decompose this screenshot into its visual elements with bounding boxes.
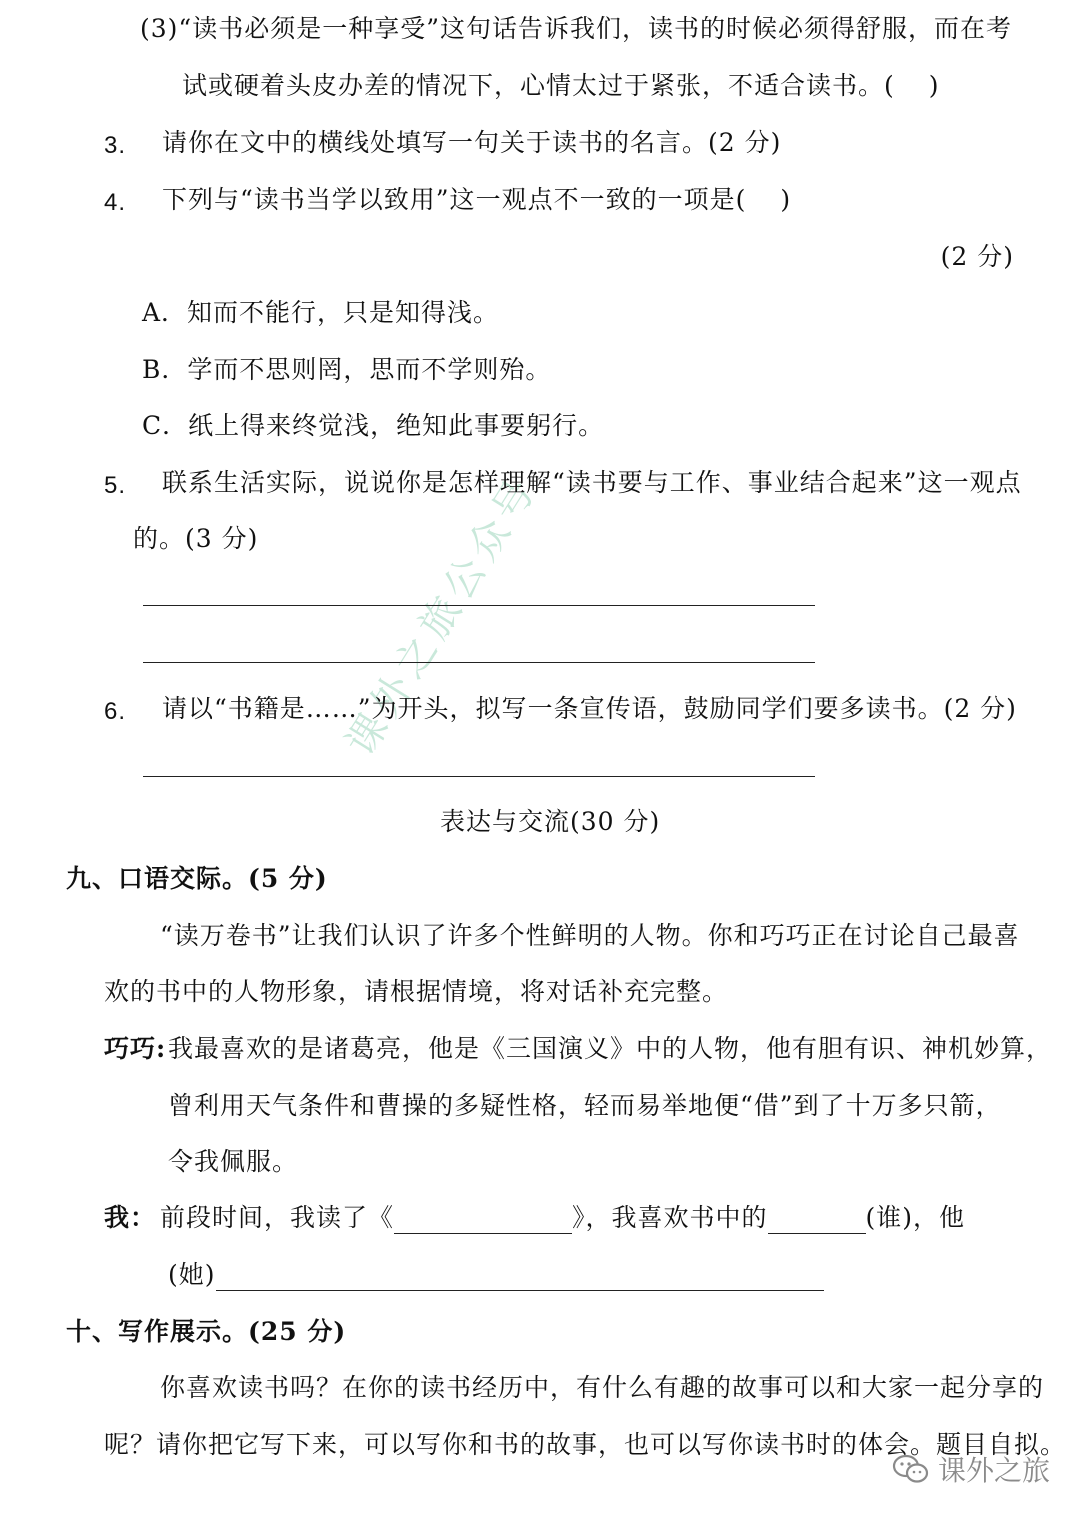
- dialogue-me: [160, 1202, 965, 1234]
- q5-cont: 的。(3 分): [133, 524, 259, 553]
- q6-number: 6.: [104, 698, 127, 725]
- q2-3-cont-text: 试或硬着头皮办差的情况下，心情太过于紧张，不适合读书。(: [182, 71, 895, 100]
- me-text-b: 》，我喜欢书中的: [572, 1203, 768, 1232]
- me-text-a: 前段时间，我读了《: [160, 1203, 395, 1232]
- blank-character[interactable]: [768, 1207, 866, 1234]
- answer-line[interactable]: [143, 605, 815, 606]
- q6-text: 请以“书籍是……”为开头，拟写一条宣传语，鼓励同学们要多读书。(2 分): [162, 694, 1017, 723]
- q2-3-text: (3)“读书必须是一种享受”这句话告诉我们，读书的时候必须得舒服，而在考: [140, 14, 1012, 43]
- q10-line-1: 你喜欢读书吗？在你的读书经历中，有什么有趣的故事可以和大家一起分享的: [160, 1373, 1045, 1402]
- q2-3-close: ): [928, 71, 940, 100]
- watermark: 课外之旅公众号: [337, 466, 548, 765]
- q4-close: ): [780, 185, 792, 214]
- q4-text: [162, 184, 791, 216]
- q10-title: 十、写作展示。(25 分): [66, 1317, 347, 1346]
- dialogue-line-3: 令我佩服。: [168, 1147, 299, 1176]
- q4-number: 4.: [104, 189, 127, 216]
- q9-intro-2: 欢的书中的人物形象，请根据情境，将对话补充完整。: [104, 977, 729, 1006]
- q4-option-b: B．学而不思则罔，思而不学则殆。: [142, 355, 552, 384]
- q10-line-2: 呢？请你把它写下来，可以写你和书的故事，也可以写你读书时的体会。题目自拟。: [104, 1430, 1067, 1459]
- wechat-logo: [892, 1449, 1050, 1489]
- q5-text: 联系生活实际，说说你是怎样理解“读书要与工作、事业结合起来”这一观点: [162, 468, 1022, 497]
- q4-score: (2 分): [940, 242, 1014, 271]
- me-text-c: (谁)，他: [865, 1203, 966, 1232]
- me-text-d: (她): [168, 1260, 216, 1289]
- dialogue-me-cont: [168, 1259, 824, 1291]
- section-title: 表达与交流(30 分): [440, 807, 661, 836]
- q3-text: 请你在文中的横线处填写一句关于读书的名言。(2 分): [162, 128, 782, 157]
- logo-text: 课外之旅: [937, 1454, 1050, 1487]
- blank-book-title[interactable]: [394, 1207, 572, 1234]
- q4-question: 下列与“读书当学以致用”这一观点不一致的一项是(: [162, 185, 747, 214]
- blank-description[interactable]: [216, 1264, 824, 1291]
- q9-intro-1: “读万卷书”让我们认识了许多个性鲜明的人物。你和巧巧正在讨论自己最喜: [160, 921, 1020, 950]
- q4-option-c: C．纸上得来终觉浅，绝知此事要躬行。: [142, 411, 605, 440]
- answer-line[interactable]: [143, 776, 815, 777]
- speaker-qiaoqiao: 巧巧:: [104, 1034, 167, 1063]
- dialogue-line-2: 曾利用天气条件和曹操的多疑性格，轻而易举地便“借”到了十万多只箭，: [168, 1091, 1002, 1120]
- answer-line[interactable]: [143, 662, 815, 663]
- q2-3-cont: [182, 70, 940, 102]
- q3-number: 3.: [104, 132, 127, 159]
- wechat-icon: [892, 1453, 930, 1485]
- q4-option-a: A．知而不能行，只是知得浅。: [142, 298, 500, 327]
- speaker-me: 我：: [104, 1203, 157, 1232]
- q9-title: 九、口语交际。(5 分): [66, 864, 328, 893]
- dialogue-line-1: 我最喜欢的是诸葛亮，他是《三国演义》中的人物，他有胆有识、神机妙算，: [168, 1034, 1053, 1063]
- q5-number: 5.: [104, 472, 127, 499]
